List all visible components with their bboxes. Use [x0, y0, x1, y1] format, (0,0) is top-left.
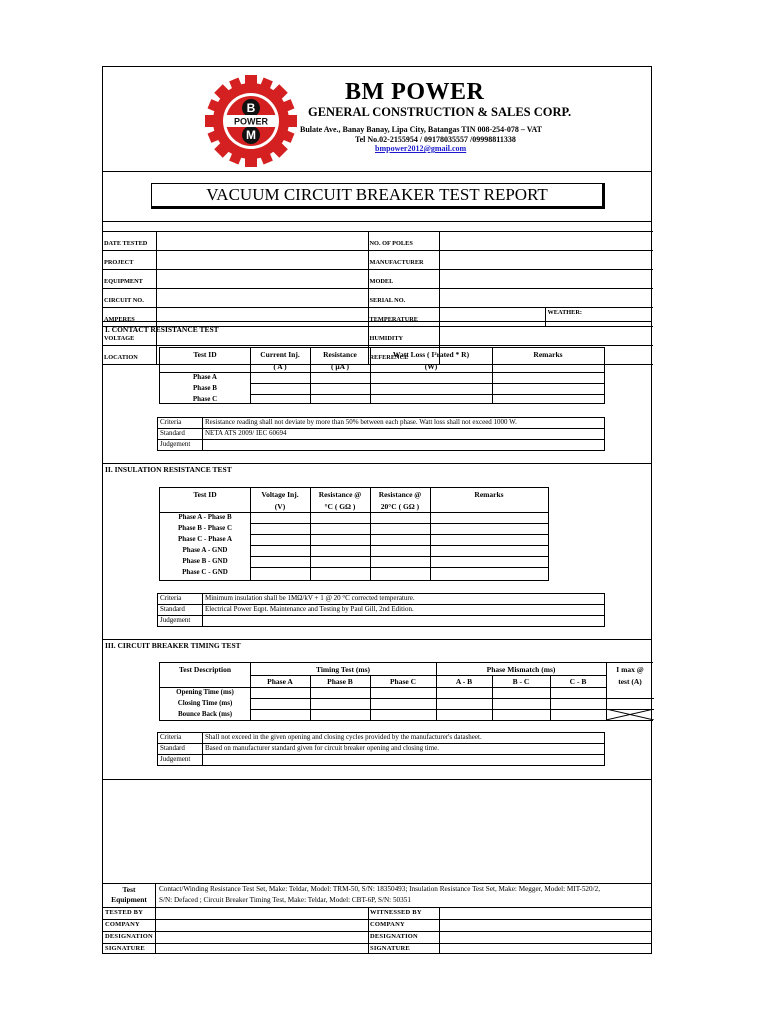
info-left-value[interactable] [156, 232, 368, 251]
designation-label-left: DESIGNATION [105, 933, 153, 940]
report-page [102, 66, 652, 954]
insulation-row-cgnd: Phase C - GND [182, 568, 228, 576]
info-right-value[interactable] [439, 270, 653, 289]
info-row [103, 232, 653, 251]
timing-heading: III. CIRCUIT BREAKER TIMING TEST [105, 641, 241, 650]
timing-h-phase-c: Phase C [389, 677, 417, 686]
timing-standard-text: Based on manufacturer standard given for circuit breaker opening and closing time. [205, 744, 440, 752]
timing-h-desc: Test Description [178, 665, 231, 674]
info-left-value[interactable] [156, 270, 368, 289]
timing-h-phase-b: Phase B [327, 677, 353, 686]
insulation-standard-label: Standard [160, 605, 185, 613]
timing-standard-label: Standard [160, 744, 185, 752]
info-left-label: DATE TESTED [104, 240, 148, 247]
timing-criteria-box [157, 732, 605, 766]
info-right-label: MANUFACTURER [369, 259, 424, 266]
info-row [103, 251, 653, 270]
info-left-label: CIRCUIT NO. [104, 297, 144, 304]
equip-line-1: Contact/Winding Resistance Test Set, Make: Teldar, Model: TRM-50, S/N: 18350493; Insulation Resistance Test Set, Make: Megger, Model: MIT-520/2, [159, 885, 600, 893]
company-name: BM POWER [345, 79, 485, 105]
timing-criteria-text: Shall not exceed in the given opening and closing cycles provided by the manufacturer's datasheet. [205, 733, 482, 741]
contact-h-res-unit: ( μA ) [331, 362, 349, 371]
contact-row-a: Phase A [193, 373, 217, 381]
info-right-label: NO. OF POLES [369, 240, 413, 247]
contact-h-res: Resistance [323, 350, 357, 359]
info-left-label: PROJECT [104, 259, 134, 266]
contact-h-watt-unit: (W) [424, 362, 438, 371]
timing-h-bc: B - C [512, 677, 530, 686]
info-left-value[interactable] [156, 308, 368, 327]
insulation-criteria-text: Minimum insulation shall be 1MΩ/kV + 1 @ 20 °C corrected temperature. [205, 594, 415, 602]
info-left-label: LOCATION [104, 354, 138, 361]
insulation-h-res1: Resistance @ [318, 490, 362, 499]
timing-h-imax: I max @ [616, 665, 644, 674]
info-right-value[interactable] [439, 308, 653, 327]
logo-word-power: POWER [233, 116, 269, 127]
insulation-h-res2-unit: 20°C ( GΩ ) [380, 502, 420, 511]
info-row [103, 270, 653, 289]
company-subtitle: GENERAL CONSTRUCTION & SALES CORP. [308, 105, 572, 119]
contact-row-b: Phase B [193, 384, 217, 392]
info-right-label: HUMIDITY [369, 335, 404, 342]
info-left-label: VOLTAGE [104, 335, 135, 342]
logo-letter-m: M [246, 128, 256, 142]
insulation-heading: II. INSULATION RESISTANCE TEST [105, 465, 232, 474]
info-table [103, 231, 653, 365]
timing-row-opening: Opening Time (ms) [176, 688, 234, 696]
info-right-label: SERIAL NO. [369, 297, 406, 304]
timing-row-bounce: Bounce Back (ms) [177, 710, 233, 718]
insulation-h-res1-unit: °C ( GΩ ) [324, 502, 356, 511]
timing-h-mismatch: Phase Mismatch (ms) [486, 665, 556, 674]
company-email[interactable]: bmpower2012@gmail.com [375, 144, 467, 153]
company-label-right: COMPANY [370, 921, 405, 928]
contact-standard-text: NETA ATS 2009/ IEC 60694 [205, 429, 287, 437]
info-row [103, 308, 653, 327]
contact-h-watt: Watt Loss ( I²rated * R) [392, 350, 470, 359]
insulation-h-res2: Resistance @ [378, 490, 422, 499]
timing-h-cb: C - B [569, 677, 587, 686]
info-row [103, 289, 653, 308]
company-tel: Tel No.02-2155954 / 09178035557 /09998811338 [355, 135, 516, 144]
info-left-label: EQUIPMENT [104, 278, 143, 285]
signature-label-left: SIGNATURE [105, 945, 145, 952]
timing-h-ab: A - B [455, 677, 473, 686]
timing-h-phase-a: Phase A [267, 677, 293, 686]
equip-label-1: Test [122, 885, 136, 894]
info-right-value[interactable] [439, 327, 653, 346]
info-right-value[interactable] [439, 232, 653, 251]
insulation-judgement-label: Judgement [160, 616, 191, 624]
crossed-cell [606, 709, 654, 720]
contact-criteria-label: Criteria [160, 418, 182, 426]
insulation-row-bgnd: Phase B - GND [182, 557, 228, 565]
insulation-row-ab: Phase A - Phase B [178, 513, 232, 521]
designation-label-right: DESIGNATION [370, 933, 418, 940]
insulation-h-volt-unit: (V) [274, 502, 286, 511]
insulation-row-agnd: Phase A - GND [182, 546, 228, 554]
insulation-row-ca: Phase C - Phase A [177, 535, 233, 543]
info-right-value[interactable] [439, 289, 653, 308]
contact-criteria-text: Resistance reading shall not deviate by more than 50% between each phase. Watt loss shall not exceed 1000 W. [205, 418, 517, 426]
contact-row-c: Phase C [192, 395, 218, 403]
insulation-h-volt: Voltage Inj. [261, 490, 299, 499]
info-left-value[interactable] [156, 289, 368, 308]
contact-judgement-label: Judgement [160, 440, 191, 448]
info-right-value[interactable] [439, 251, 653, 270]
contact-h-current: Current Inj. [260, 350, 300, 359]
insulation-standard-text: Electrical Power Eqpt. Maintenance and Testing by Paul Gill, 2nd Edition. [205, 605, 414, 613]
contact-table [159, 347, 605, 404]
timing-criteria-label: Criteria [160, 733, 182, 741]
logo-letter-b: B [246, 101, 256, 115]
insulation-row-bc: Phase B - Phase C [177, 524, 233, 532]
tested-by-label: TESTED BY [105, 909, 144, 916]
insulation-criteria-box [157, 593, 605, 627]
report-title: VACUUM CIRCUIT BREAKER TEST REPORT [151, 183, 605, 209]
timing-h-timing: Timing Test (ms) [315, 665, 371, 674]
insulation-table [159, 487, 549, 581]
company-label-left: COMPANY [105, 921, 140, 928]
contact-standard-label: Standard [160, 429, 185, 437]
insulation-h-id: Test ID [193, 490, 217, 499]
info-right-label: TEMPERATURE [369, 316, 419, 323]
bm-power-logo [203, 73, 299, 169]
contact-h-id: Test ID [193, 350, 217, 359]
insulation-criteria-label: Criteria [160, 594, 182, 602]
insulation-h-remarks: Remarks [474, 490, 504, 499]
contact-heading: I. CONTACT RESISTANCE TEST [105, 325, 219, 334]
weather-label: WEATHER: [547, 309, 583, 316]
timing-judgement-label: Judgement [160, 755, 191, 763]
contact-criteria-box [157, 417, 605, 451]
company-address: Bulate Ave., Banay Banay, Lipa City, Batangas TIN 008-254-078 – VAT [300, 125, 542, 134]
contact-h-current-unit: ( A ) [273, 362, 287, 371]
equip-label-2: Equipment [111, 895, 147, 904]
info-left-value[interactable] [156, 251, 368, 270]
info-left-label: AMPERES [104, 316, 135, 323]
info-right-label: MODEL [369, 278, 394, 285]
witnessed-by-label: WITNESSED BY [370, 909, 422, 916]
equip-line-2: S/N: Defaced ; Circuit Breaker Timing Test, Make: Teldar, Model: CBT-6P, S/N: 50351 [159, 896, 411, 904]
contact-h-remarks: Remarks [533, 350, 563, 359]
timing-row-closing: Closing Time (ms) [177, 699, 233, 707]
timing-h-imax2: test (A) [618, 677, 642, 686]
info-right-label: REFERENCE [369, 354, 409, 361]
timing-table [159, 662, 653, 721]
signature-label-right: SIGNATURE [370, 945, 410, 952]
